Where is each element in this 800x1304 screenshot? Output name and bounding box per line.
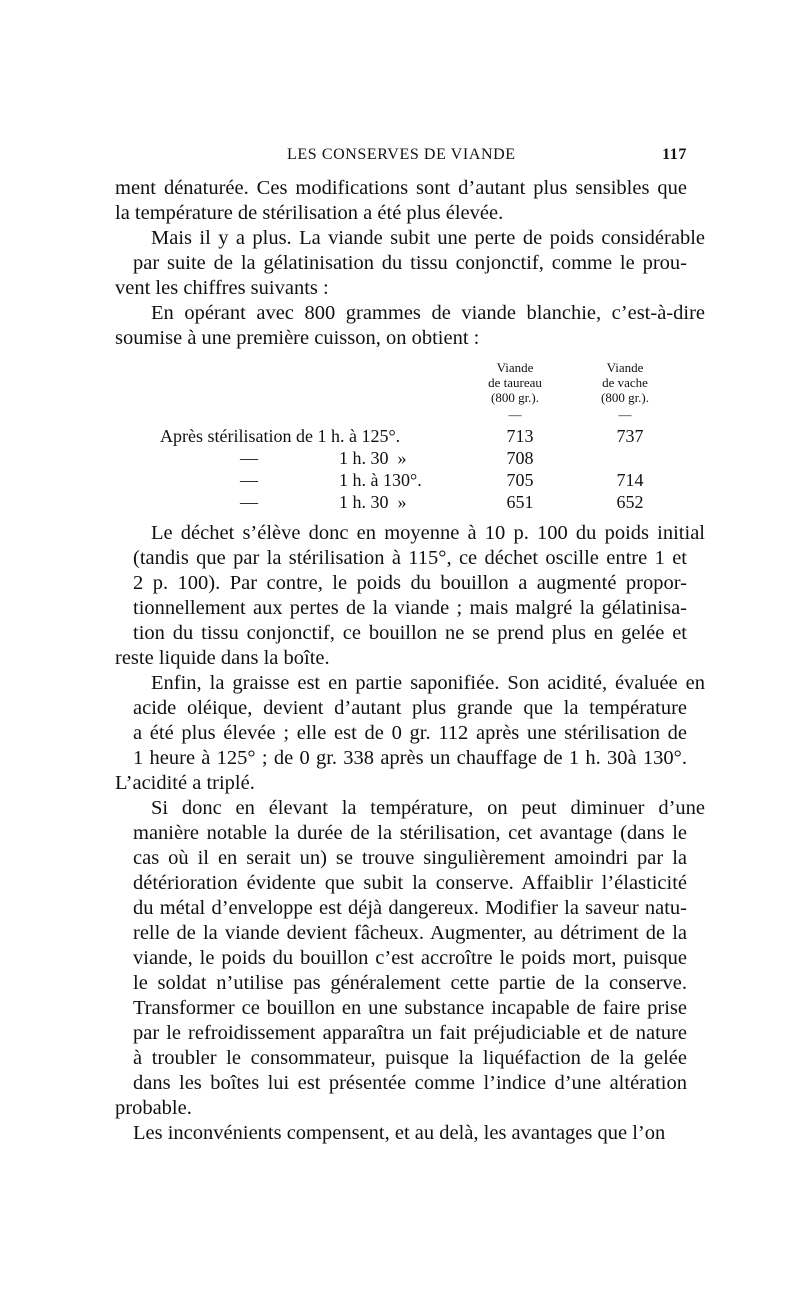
text-line: Mais il y a plus. La viande subit une perte de poids considérable bbox=[151, 227, 705, 249]
text-line: 1 heure à 125° ; de 0 gr. 338 après un chauffage de 1 h. 30à 130°. bbox=[133, 747, 687, 769]
text-line: la température de stérilisation a été plus élevée. bbox=[115, 202, 504, 224]
running-title: LES CONSERVES DE VIANDE bbox=[287, 146, 516, 163]
page-number: 117 bbox=[662, 146, 687, 163]
column-dash: — bbox=[618, 407, 632, 422]
text-line: (tandis que par la stérilisation à 115°, ce déchet oscille entre 1 et bbox=[133, 547, 687, 569]
text-line: tionnellement aux pertes de la viande ; mais malgré la gélatinisa- bbox=[133, 597, 687, 619]
text-line: à troubler le consommateur, puisque la liquéfaction de la gelée bbox=[133, 1047, 687, 1069]
text-line: Transformer ce bouillon en une substance incapable de faire prise bbox=[133, 997, 687, 1019]
text-line: ment dénaturée. Ces modifications sont d’autant plus sensibles que bbox=[115, 177, 687, 199]
text-line: détérioration évidente que subit la conserve. Affaiblir l’élasticité bbox=[133, 872, 687, 894]
row-label: Après stérilisation de 1 h. à 125°. bbox=[160, 426, 401, 446]
paragraph bbox=[115, 671, 705, 796]
paragraph bbox=[115, 521, 705, 671]
text-line: L’acidité a triplé. bbox=[115, 772, 255, 794]
table-row bbox=[115, 426, 687, 448]
column-dash: — bbox=[508, 407, 522, 422]
text-line: En opérant avec 800 grammes de viande blanchie, c’est-à-dire bbox=[151, 302, 705, 324]
row-label: — 1 h. à 130°. bbox=[240, 470, 422, 490]
text-line: Si donc en élevant la température, on peut diminuer d’une bbox=[151, 797, 705, 819]
value-taureau: 705 bbox=[506, 470, 534, 490]
text-line: acide oléique, devient d’autant plus grande que la température bbox=[133, 697, 687, 719]
text-line: tion du tissu conjonctif, ce bouillon ne se prend plus en gelée et bbox=[133, 622, 687, 644]
paragraph bbox=[115, 176, 687, 226]
column-header-vache: Viande de vache (800 gr.). — bbox=[570, 360, 680, 422]
row-label: — 1 h. 30 » bbox=[240, 448, 407, 468]
column-header-taureau: Viande de taureau (800 gr.). — bbox=[460, 360, 570, 422]
value-vache: 714 bbox=[616, 470, 644, 490]
text-line: du métal d’enveloppe est déjà dangereux. Modifier la saveur natu- bbox=[133, 897, 687, 919]
running-header bbox=[115, 146, 687, 168]
value-vache: 652 bbox=[616, 492, 644, 512]
paragraph bbox=[115, 226, 705, 301]
value-taureau: 651 bbox=[506, 492, 534, 512]
text-line: Les inconvénients compensent, et au delà, les avantages que l’on bbox=[133, 1122, 666, 1144]
text-line: reste liquide dans la boîte. bbox=[115, 647, 330, 669]
text-line: 2 p. 100). Par contre, le poids du bouillon a augmenté propor- bbox=[133, 572, 687, 594]
text-line: Enfin, la graisse est en partie saponifiée. Son acidité, évaluée en bbox=[151, 672, 705, 694]
weight-table bbox=[115, 360, 687, 510]
text-line: soumise à une première cuisson, on obtient : bbox=[115, 327, 480, 349]
text-line: le soldat n’utilise pas généralement cette partie de la conserve. bbox=[133, 972, 687, 994]
paragraph bbox=[115, 301, 705, 351]
value-vache: 737 bbox=[616, 426, 644, 446]
text-line: probable. bbox=[115, 1097, 192, 1119]
row-label: — 1 h. 30 » bbox=[240, 492, 407, 512]
text-line: par suite de la gélatinisation du tissu conjonctif, comme le prou- bbox=[133, 252, 687, 274]
text-line: Le déchet s’élève donc en moyenne à 10 p. 100 du poids initial bbox=[151, 522, 705, 544]
text-line: cas où il en serait un) se trouve singulièrement amoindri par la bbox=[133, 847, 687, 869]
text-line: dans les boîtes lui est présentée comme l’indice d’une altération bbox=[133, 1072, 687, 1094]
paragraph bbox=[115, 796, 705, 1121]
table-row bbox=[115, 470, 687, 492]
table-row bbox=[115, 492, 687, 514]
text-line: manière notable la durée de la stérilisation, cet avantage (dans le bbox=[133, 822, 687, 844]
value-taureau: 713 bbox=[506, 426, 534, 446]
text-line: par le refroidissement apparaîtra un fait préjudiciable et de nature bbox=[133, 1022, 687, 1044]
text-block-before-table bbox=[115, 176, 705, 351]
text-block-after-table bbox=[115, 521, 705, 1146]
paragraph bbox=[115, 1121, 687, 1146]
value-taureau: 708 bbox=[506, 448, 534, 468]
table-row bbox=[115, 448, 687, 470]
text-line: relle de la viande devient fâcheux. Augmenter, au détriment de la bbox=[133, 922, 687, 944]
text-line: viande, le poids du bouillon c’est accroître le poids mort, puisque bbox=[133, 947, 687, 969]
text-line: vent les chiffres suivants : bbox=[115, 277, 329, 299]
text-line: a été plus élevée ; elle est de 0 gr. 112 après une stérilisation de bbox=[133, 722, 687, 744]
